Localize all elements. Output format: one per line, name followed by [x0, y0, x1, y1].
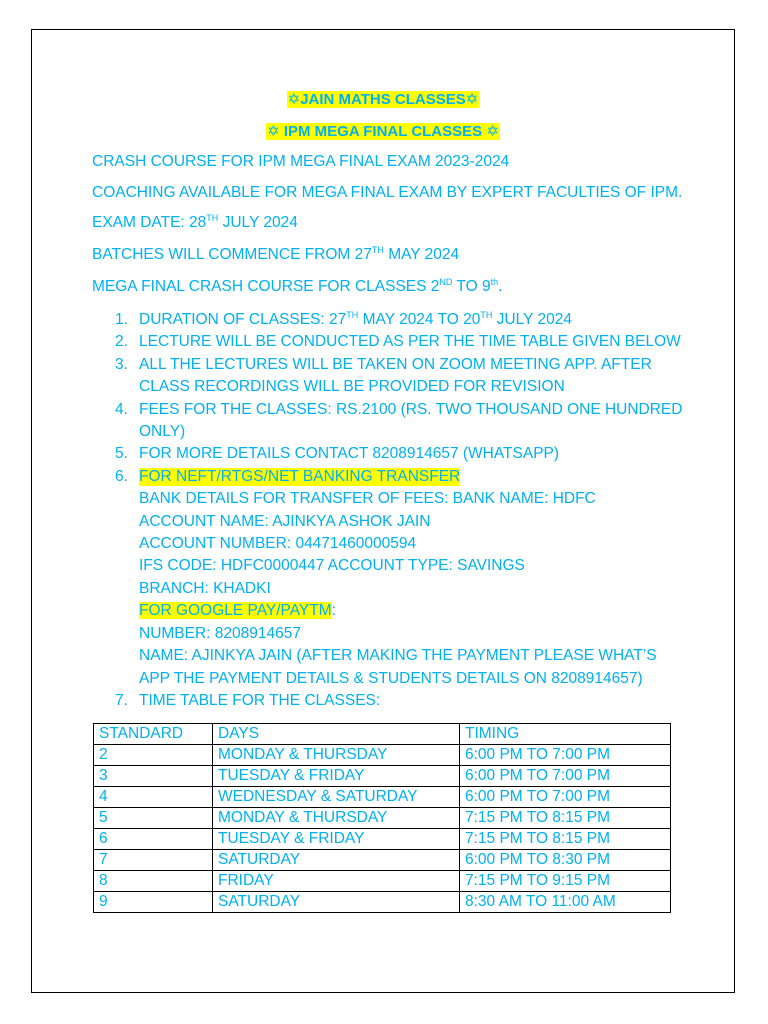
payment-name-continued: APP THE PAYMENT DETAILS & STUDENTS DETAILS ON 8208914657)	[139, 670, 643, 687]
cell-standard: 5	[94, 808, 213, 829]
table-row	[94, 787, 671, 808]
google-pay-heading	[139, 602, 336, 620]
paragraph-mega-final-classes	[92, 278, 502, 296]
header-timing: TIMING	[460, 724, 671, 745]
list-item-text: FOR MORE DETAILS CONTACT 8208914657 (WHATSAPP)	[139, 445, 560, 462]
cell-standard: 6	[94, 829, 213, 850]
title-line1-text: ✡JAIN MATHS CLASSES✡	[287, 91, 479, 108]
duration-sup2: TH	[480, 310, 493, 320]
account-number: ACCOUNT NUMBER: 04471460000594	[139, 535, 417, 552]
cell-days: SATURDAY	[213, 850, 460, 871]
cell-standard: 7	[94, 850, 213, 871]
title-line2-text: ✡ IPM MEGA FINAL CLASSES ✡	[267, 123, 499, 140]
table-row	[94, 829, 671, 850]
classes-period: .	[498, 278, 503, 295]
duration-end: JULY 2024	[492, 311, 572, 328]
duration-mid: MAY 2024 TO 20	[358, 311, 481, 328]
bank-details: BANK DETAILS FOR TRANSFER OF FEES: BANK NAME: HDFC	[139, 490, 596, 507]
table-row	[94, 850, 671, 871]
cell-days: TUESDAY & FRIDAY	[213, 829, 460, 850]
list-item-text: TIME TABLE FOR THE CLASSES:	[139, 692, 381, 709]
paragraph-batches	[92, 246, 459, 264]
classes-text: MEGA FINAL CRASH COURSE FOR CLASSES 2	[92, 278, 440, 295]
title-ipm-mega-final	[0, 122, 766, 140]
ifs-code: IFS CODE: HDFC0000447 ACCOUNT TYPE: SAVINGS	[139, 557, 525, 574]
cell-standard: 3	[94, 766, 213, 787]
cell-days: SATURDAY	[213, 892, 460, 913]
batches-text: BATCHES WILL COMMENCE FROM 27	[92, 246, 372, 263]
header-days: DAYS	[213, 724, 460, 745]
exam-date-text: EXAM DATE: 28	[92, 214, 207, 231]
payment-name: NAME: AJINKYA JAIN (AFTER MAKING THE PAYMENT PLEASE WHAT’S	[139, 647, 657, 664]
batches-sup: TH	[371, 245, 384, 255]
cell-timing: 8:30 AM TO 11:00 AM	[460, 892, 671, 913]
batches-month: MAY 2024	[383, 246, 460, 263]
table-row	[94, 766, 671, 787]
cell-standard: 2	[94, 745, 213, 766]
cell-standard: 9	[94, 892, 213, 913]
list-number: 3.	[115, 356, 128, 373]
list-number: 4.	[115, 401, 128, 418]
header-standard: STANDARD	[94, 724, 213, 745]
payment-number: NUMBER: 8208914657	[139, 625, 301, 642]
paragraph-exam-date	[92, 214, 298, 232]
timetable	[93, 723, 671, 913]
classes-sup-th: th	[490, 277, 499, 287]
list-item-fees-continued: ONLY)	[139, 423, 186, 440]
table-row	[94, 745, 671, 766]
cell-standard: 8	[94, 871, 213, 892]
table-row	[94, 871, 671, 892]
list-item-text: ALL THE LECTURES WILL BE TAKEN ON ZOOM MEETING APP. AFTER	[139, 356, 652, 373]
list-number: 6.	[115, 468, 128, 485]
duration-sup1: TH	[346, 310, 359, 320]
list-item-text	[139, 311, 572, 329]
duration-text: DURATION OF CLASSES: 27	[139, 311, 347, 328]
neft-heading: FOR NEFT/RTGS/NET BANKING TRANSFER	[139, 468, 461, 485]
google-pay-colon: :	[331, 602, 336, 619]
cell-timing: 6:00 PM TO 7:00 PM	[460, 745, 671, 766]
cell-timing: 6:00 PM TO 7:00 PM	[460, 766, 671, 787]
exam-date-sup: TH	[206, 213, 219, 223]
cell-timing: 6:00 PM TO 8:30 PM	[460, 850, 671, 871]
paragraph-coaching: COACHING AVAILABLE FOR MEGA FINAL EXAM BY EXPERT FACULTIES OF IPM.	[92, 184, 683, 201]
list-number: 5.	[115, 445, 128, 462]
list-item-zoom-continued: CLASS RECORDINGS WILL BE PROVIDED FOR REVISION	[139, 378, 565, 395]
title-jain-maths-classes	[0, 90, 766, 108]
cell-days: WEDNESDAY & SATURDAY	[213, 787, 460, 808]
classes-sup-nd: ND	[439, 277, 453, 287]
list-number: 1.	[115, 311, 128, 328]
list-item-text: FEES FOR THE CLASSES: RS.2100 (RS. TWO THOUSAND ONE HUNDRED	[139, 401, 683, 418]
branch: BRANCH: KHADKI	[139, 580, 271, 597]
cell-days: FRIDAY	[213, 871, 460, 892]
account-name: ACCOUNT NAME: AJINKYA ASHOK JAIN	[139, 513, 431, 530]
cell-timing: 7:15 PM TO 9:15 PM	[460, 871, 671, 892]
paragraph-crash-course: CRASH COURSE FOR IPM MEGA FINAL EXAM 2023-2024	[92, 153, 510, 170]
table-row	[94, 892, 671, 913]
classes-to: TO 9	[452, 278, 491, 295]
cell-days: MONDAY & THURSDAY	[213, 745, 460, 766]
exam-date-month: JULY 2024	[218, 214, 298, 231]
cell-days: MONDAY & THURSDAY	[213, 808, 460, 829]
google-pay-label: FOR GOOGLE PAY/PAYTM	[139, 602, 332, 619]
list-item-text: LECTURE WILL BE CONDUCTED AS PER THE TIME TABLE GIVEN BELOW	[139, 333, 681, 350]
cell-timing: 6:00 PM TO 7:00 PM	[460, 787, 671, 808]
list-number: 7.	[115, 692, 128, 709]
cell-standard: 4	[94, 787, 213, 808]
table-header-row	[94, 724, 671, 745]
list-number: 2.	[115, 333, 128, 350]
cell-timing: 7:15 PM TO 8:15 PM	[460, 829, 671, 850]
cell-timing: 7:15 PM TO 8:15 PM	[460, 808, 671, 829]
table-row	[94, 808, 671, 829]
cell-days: TUESDAY & FRIDAY	[213, 766, 460, 787]
